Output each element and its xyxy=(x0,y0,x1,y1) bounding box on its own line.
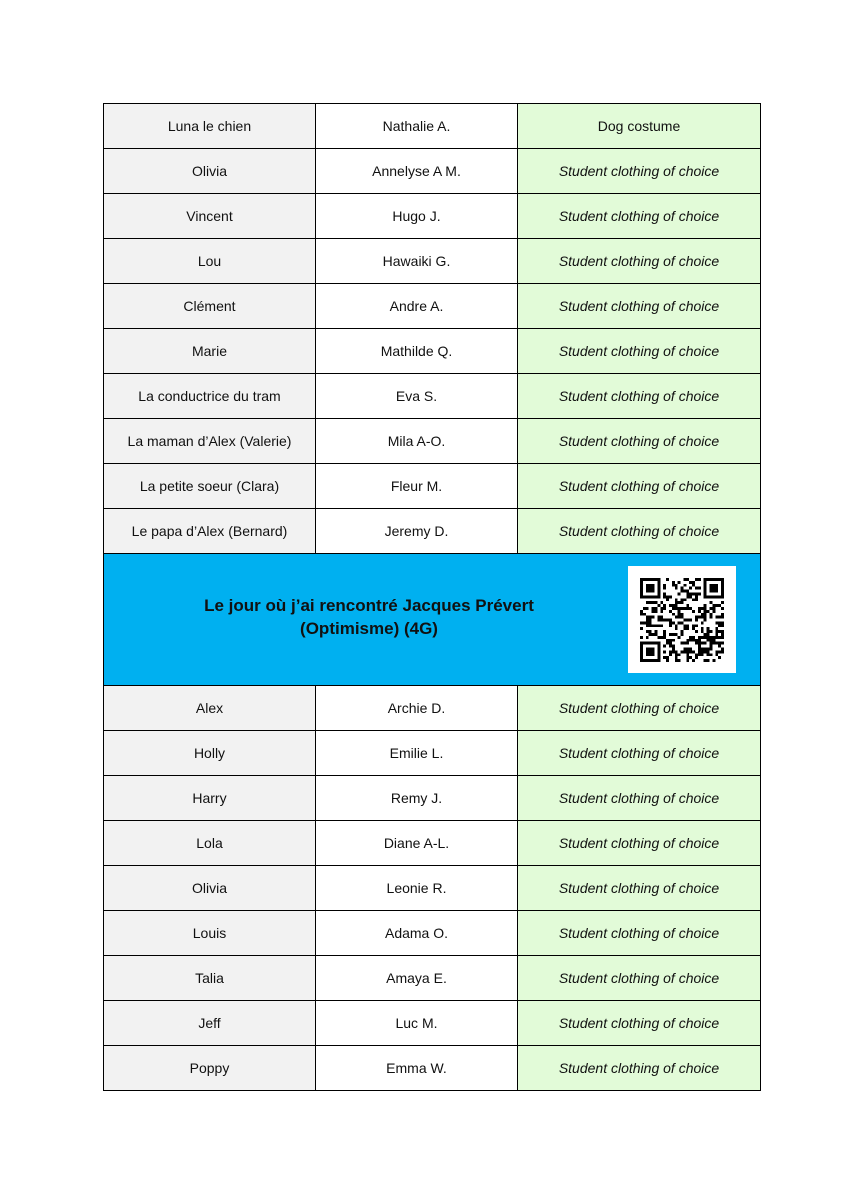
costume-cell: Student clothing of choice xyxy=(518,1046,761,1091)
role-cell: Jeff xyxy=(104,1001,316,1046)
table-row xyxy=(104,731,761,776)
table-row xyxy=(104,686,761,731)
actor-cell: Andre A. xyxy=(316,284,518,329)
costume-cell: Dog costume xyxy=(518,104,761,149)
role-cell: Talia xyxy=(104,956,316,1001)
costume-cell: Student clothing of choice xyxy=(518,1001,761,1046)
table-row xyxy=(104,239,761,284)
role-cell: Le papa d’Alex (Bernard) xyxy=(104,509,316,554)
actor-cell: Leonie R. xyxy=(316,866,518,911)
actor-cell: Adama O. xyxy=(316,911,518,956)
costume-cell: Student clothing of choice xyxy=(518,866,761,911)
role-cell: Luna le chien xyxy=(104,104,316,149)
section-header xyxy=(104,554,761,686)
role-cell: Poppy xyxy=(104,1046,316,1091)
actor-cell: Emma W. xyxy=(316,1046,518,1091)
role-cell: La conductrice du tram xyxy=(104,374,316,419)
play-banner xyxy=(104,554,761,686)
costume-cell: Student clothing of choice xyxy=(518,509,761,554)
table-row xyxy=(104,776,761,821)
play-title xyxy=(104,594,634,640)
costume-cell: Student clothing of choice xyxy=(518,284,761,329)
qr-code-icon[interactable] xyxy=(628,566,736,673)
table-row xyxy=(104,419,761,464)
table-row xyxy=(104,509,761,554)
table-row xyxy=(104,866,761,911)
actor-cell: Annelyse A M. xyxy=(316,149,518,194)
costume-cell: Student clothing of choice xyxy=(518,776,761,821)
actor-cell: Fleur M. xyxy=(316,464,518,509)
actor-cell: Emilie L. xyxy=(316,731,518,776)
costume-cell: Student clothing of choice xyxy=(518,956,761,1001)
actor-cell: Mathilde Q. xyxy=(316,329,518,374)
role-cell: La maman d’Alex (Valerie) xyxy=(104,419,316,464)
table-row xyxy=(104,464,761,509)
role-cell: Olivia xyxy=(104,149,316,194)
costume-cell: Student clothing of choice xyxy=(518,911,761,956)
costume-cell: Student clothing of choice xyxy=(518,374,761,419)
role-cell: Louis xyxy=(104,911,316,956)
table-row xyxy=(104,374,761,419)
cast-table xyxy=(103,103,761,1091)
costume-cell: Student clothing of choice xyxy=(518,419,761,464)
costume-cell: Student clothing of choice xyxy=(518,194,761,239)
actor-cell: Hugo J. xyxy=(316,194,518,239)
play-title-line-1: Le jour où j’ai rencontré Jacques Prévert xyxy=(204,596,534,615)
costume-cell: Student clothing of choice xyxy=(518,686,761,731)
costume-cell: Student clothing of choice xyxy=(518,329,761,374)
actor-cell: Hawaiki G. xyxy=(316,239,518,284)
actor-cell: Mila A-O. xyxy=(316,419,518,464)
costume-cell: Student clothing of choice xyxy=(518,821,761,866)
costume-cell: Student clothing of choice xyxy=(518,464,761,509)
costume-cell: Student clothing of choice xyxy=(518,731,761,776)
table-row xyxy=(104,149,761,194)
table-row xyxy=(104,1001,761,1046)
role-cell: La petite soeur (Clara) xyxy=(104,464,316,509)
play-title-line-2: (Optimisme) (4G) xyxy=(300,619,438,638)
role-cell: Alex xyxy=(104,686,316,731)
costume-cell: Student clothing of choice xyxy=(518,239,761,284)
role-cell: Holly xyxy=(104,731,316,776)
role-cell: Clément xyxy=(104,284,316,329)
cast-rows-first-play xyxy=(104,104,761,554)
role-cell: Harry xyxy=(104,776,316,821)
actor-cell: Diane A-L. xyxy=(316,821,518,866)
table-row xyxy=(104,104,761,149)
table-row xyxy=(104,329,761,374)
cast-sheet xyxy=(103,103,760,1091)
role-cell: Marie xyxy=(104,329,316,374)
cast-rows-second-play xyxy=(104,686,761,1091)
actor-cell: Eva S. xyxy=(316,374,518,419)
role-cell: Olivia xyxy=(104,866,316,911)
actor-cell: Amaya E. xyxy=(316,956,518,1001)
actor-cell: Archie D. xyxy=(316,686,518,731)
actor-cell: Remy J. xyxy=(316,776,518,821)
table-row xyxy=(104,284,761,329)
actor-cell: Luc M. xyxy=(316,1001,518,1046)
table-row xyxy=(104,1046,761,1091)
role-cell: Lola xyxy=(104,821,316,866)
actor-cell: Jeremy D. xyxy=(316,509,518,554)
table-row xyxy=(104,956,761,1001)
table-row xyxy=(104,194,761,239)
costume-cell: Student clothing of choice xyxy=(518,149,761,194)
actor-cell: Nathalie A. xyxy=(316,104,518,149)
table-row xyxy=(104,821,761,866)
role-cell: Vincent xyxy=(104,194,316,239)
table-row xyxy=(104,911,761,956)
role-cell: Lou xyxy=(104,239,316,284)
